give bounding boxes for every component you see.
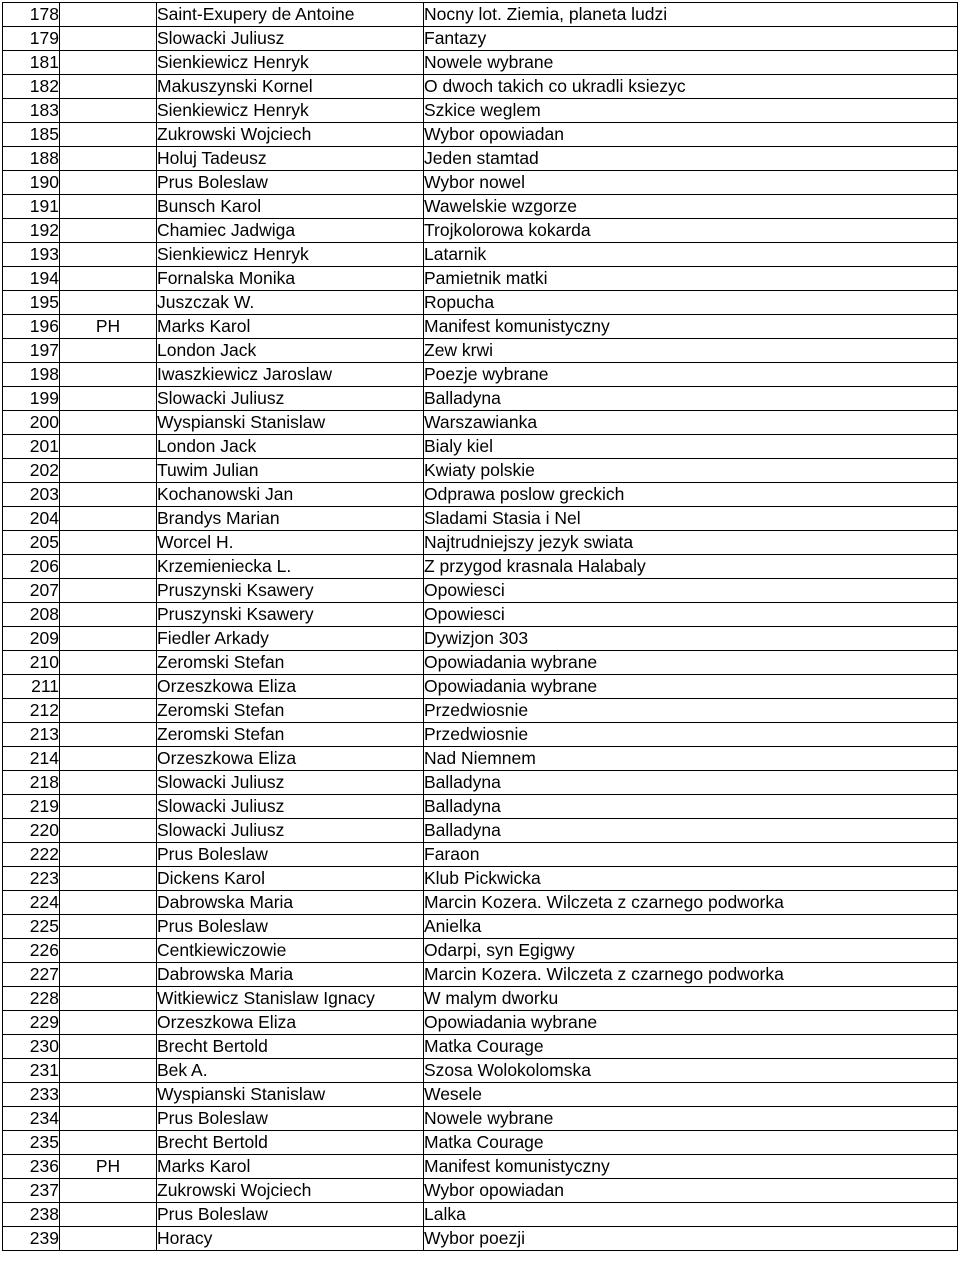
author-cell: Prus Boleslaw	[157, 1107, 424, 1131]
row-tag-cell: PH	[60, 315, 157, 339]
row-number-cell: 200	[3, 411, 60, 435]
table-row	[3, 99, 958, 123]
table-row	[3, 723, 958, 747]
row-number-cell: 205	[3, 531, 60, 555]
author-cell: Zukrowski Wojciech	[157, 1179, 424, 1203]
author-cell: Prus Boleslaw	[157, 171, 424, 195]
row-number-cell: 190	[3, 171, 60, 195]
row-number-cell: 212	[3, 699, 60, 723]
table-body	[3, 3, 958, 1251]
author-cell: Chamiec Jadwiga	[157, 219, 424, 243]
title-cell: Balladyna	[424, 387, 958, 411]
author-cell: Prus Boleslaw	[157, 915, 424, 939]
row-tag-cell	[60, 699, 157, 723]
row-number-cell: 208	[3, 603, 60, 627]
title-cell: Opowiadania wybrane	[424, 675, 958, 699]
title-cell: Bialy kiel	[424, 435, 958, 459]
table-row	[3, 459, 958, 483]
row-number-cell: 183	[3, 99, 60, 123]
row-tag-cell	[60, 579, 157, 603]
row-number-cell: 198	[3, 363, 60, 387]
author-cell: Marks Karol	[157, 315, 424, 339]
row-number-cell: 178	[3, 3, 60, 27]
row-tag-cell	[60, 915, 157, 939]
author-cell: Krzemieniecka L.	[157, 555, 424, 579]
table-row	[3, 1227, 958, 1251]
row-tag-cell	[60, 723, 157, 747]
title-cell: Pamietnik matki	[424, 267, 958, 291]
table-row	[3, 963, 958, 987]
author-cell: Brecht Bertold	[157, 1131, 424, 1155]
title-cell: Manifest komunistyczny	[424, 315, 958, 339]
title-cell: Szkice weglem	[424, 99, 958, 123]
table-row	[3, 987, 958, 1011]
row-number-cell: 204	[3, 507, 60, 531]
author-cell: Orzeszkowa Eliza	[157, 1011, 424, 1035]
table-row	[3, 411, 958, 435]
row-tag-cell	[60, 75, 157, 99]
row-number-cell: 202	[3, 459, 60, 483]
author-cell: Orzeszkowa Eliza	[157, 675, 424, 699]
table-row	[3, 1083, 958, 1107]
row-tag-cell	[60, 51, 157, 75]
table-row	[3, 1011, 958, 1035]
row-number-cell: 201	[3, 435, 60, 459]
row-number-cell: 197	[3, 339, 60, 363]
title-cell: O dwoch takich co ukradli ksiezyc	[424, 75, 958, 99]
title-cell: Wybor nowel	[424, 171, 958, 195]
row-tag-cell	[60, 219, 157, 243]
row-tag-cell	[60, 291, 157, 315]
table-row	[3, 699, 958, 723]
row-tag-cell	[60, 987, 157, 1011]
author-cell: Sienkiewicz Henryk	[157, 51, 424, 75]
author-cell: Makuszynski Kornel	[157, 75, 424, 99]
author-cell: Brandys Marian	[157, 507, 424, 531]
row-tag-cell	[60, 819, 157, 843]
author-cell: Kochanowski Jan	[157, 483, 424, 507]
title-cell: Manifest komunistyczny	[424, 1155, 958, 1179]
row-number-cell: 228	[3, 987, 60, 1011]
author-cell: Zeromski Stefan	[157, 723, 424, 747]
table-row	[3, 435, 958, 459]
title-cell: Przedwiosnie	[424, 723, 958, 747]
row-tag-cell	[60, 603, 157, 627]
title-cell: Matka Courage	[424, 1035, 958, 1059]
title-cell: Trojkolorowa kokarda	[424, 219, 958, 243]
row-tag-cell	[60, 939, 157, 963]
row-number-cell: 207	[3, 579, 60, 603]
table-row	[3, 363, 958, 387]
title-cell: Wawelskie wzgorze	[424, 195, 958, 219]
table-row	[3, 291, 958, 315]
table-row	[3, 171, 958, 195]
row-tag-cell: PH	[60, 1155, 157, 1179]
table-row	[3, 1035, 958, 1059]
table-row	[3, 219, 958, 243]
table-row	[3, 1179, 958, 1203]
author-cell: Pruszynski Ksawery	[157, 579, 424, 603]
title-cell: Balladyna	[424, 819, 958, 843]
row-tag-cell	[60, 843, 157, 867]
row-tag-cell	[60, 1011, 157, 1035]
table-row	[3, 867, 958, 891]
title-cell: Fantazy	[424, 27, 958, 51]
row-tag-cell	[60, 27, 157, 51]
author-cell: Slowacki Juliusz	[157, 387, 424, 411]
title-cell: Opowiesci	[424, 603, 958, 627]
row-tag-cell	[60, 1131, 157, 1155]
row-number-cell: 185	[3, 123, 60, 147]
author-cell: Bunsch Karol	[157, 195, 424, 219]
row-tag-cell	[60, 411, 157, 435]
author-cell: Brecht Bertold	[157, 1035, 424, 1059]
table-row	[3, 507, 958, 531]
title-cell: Latarnik	[424, 243, 958, 267]
table-row	[3, 531, 958, 555]
table-row	[3, 123, 958, 147]
author-cell: Prus Boleslaw	[157, 1203, 424, 1227]
row-tag-cell	[60, 195, 157, 219]
row-tag-cell	[60, 555, 157, 579]
row-number-cell: 237	[3, 1179, 60, 1203]
row-number-cell: 235	[3, 1131, 60, 1155]
row-number-cell: 229	[3, 1011, 60, 1035]
author-cell: Prus Boleslaw	[157, 843, 424, 867]
author-cell: Iwaszkiewicz Jaroslaw	[157, 363, 424, 387]
author-cell: Pruszynski Ksawery	[157, 603, 424, 627]
author-cell: Dabrowska Maria	[157, 891, 424, 915]
row-number-cell: 203	[3, 483, 60, 507]
table-row	[3, 843, 958, 867]
author-cell: Witkiewicz Stanislaw Ignacy	[157, 987, 424, 1011]
row-number-cell: 195	[3, 291, 60, 315]
row-number-cell: 196	[3, 315, 60, 339]
table-row	[3, 483, 958, 507]
row-tag-cell	[60, 507, 157, 531]
table-row	[3, 891, 958, 915]
row-number-cell: 223	[3, 867, 60, 891]
row-tag-cell	[60, 1203, 157, 1227]
table-row	[3, 387, 958, 411]
table-row	[3, 51, 958, 75]
title-cell: Dywizjon 303	[424, 627, 958, 651]
table-row	[3, 315, 958, 339]
title-cell: Najtrudniejszy jezyk swiata	[424, 531, 958, 555]
author-cell: Zukrowski Wojciech	[157, 123, 424, 147]
title-cell: Poezje wybrane	[424, 363, 958, 387]
title-cell: Warszawianka	[424, 411, 958, 435]
row-number-cell: 182	[3, 75, 60, 99]
author-cell: Sienkiewicz Henryk	[157, 99, 424, 123]
row-tag-cell	[60, 459, 157, 483]
row-tag-cell	[60, 267, 157, 291]
row-number-cell: 211	[3, 675, 60, 699]
row-tag-cell	[60, 1059, 157, 1083]
author-cell: Worcel H.	[157, 531, 424, 555]
title-cell: Z przygod krasnala Halabaly	[424, 555, 958, 579]
title-cell: Odarpi, syn Egigwy	[424, 939, 958, 963]
row-tag-cell	[60, 435, 157, 459]
title-cell: Nad Niemnem	[424, 747, 958, 771]
title-cell: Anielka	[424, 915, 958, 939]
title-cell: Marcin Kozera. Wilczeta z czarnego podworka	[424, 891, 958, 915]
row-tag-cell	[60, 1083, 157, 1107]
author-cell: Dickens Karol	[157, 867, 424, 891]
title-cell: Balladyna	[424, 795, 958, 819]
row-tag-cell	[60, 1227, 157, 1251]
title-cell: Szosa Wolokolomska	[424, 1059, 958, 1083]
table-row	[3, 555, 958, 579]
row-number-cell: 213	[3, 723, 60, 747]
title-cell: Nocny lot. Ziemia, planeta ludzi	[424, 3, 958, 27]
author-cell: Slowacki Juliusz	[157, 795, 424, 819]
row-number-cell: 225	[3, 915, 60, 939]
table-row	[3, 579, 958, 603]
author-cell: London Jack	[157, 339, 424, 363]
row-tag-cell	[60, 123, 157, 147]
row-tag-cell	[60, 171, 157, 195]
row-number-cell: 214	[3, 747, 60, 771]
author-cell: Fiedler Arkady	[157, 627, 424, 651]
table-row	[3, 627, 958, 651]
row-number-cell: 234	[3, 1107, 60, 1131]
author-cell: Wyspianski Stanislaw	[157, 411, 424, 435]
title-cell: Sladami Stasia i Nel	[424, 507, 958, 531]
row-tag-cell	[60, 891, 157, 915]
table-row	[3, 819, 958, 843]
table-row	[3, 771, 958, 795]
table-row	[3, 3, 958, 27]
title-cell: Wybor poezji	[424, 1227, 958, 1251]
title-cell: Opowiesci	[424, 579, 958, 603]
row-number-cell: 239	[3, 1227, 60, 1251]
row-tag-cell	[60, 795, 157, 819]
title-cell: Opowiadania wybrane	[424, 651, 958, 675]
row-tag-cell	[60, 675, 157, 699]
title-cell: W malym dworku	[424, 987, 958, 1011]
row-tag-cell	[60, 243, 157, 267]
author-cell: Slowacki Juliusz	[157, 27, 424, 51]
author-cell: London Jack	[157, 435, 424, 459]
row-number-cell: 236	[3, 1155, 60, 1179]
author-cell: Dabrowska Maria	[157, 963, 424, 987]
row-number-cell: 181	[3, 51, 60, 75]
row-number-cell: 179	[3, 27, 60, 51]
row-number-cell: 199	[3, 387, 60, 411]
title-cell: Opowiadania wybrane	[424, 1011, 958, 1035]
title-cell: Przedwiosnie	[424, 699, 958, 723]
table-row	[3, 939, 958, 963]
title-cell: Wesele	[424, 1083, 958, 1107]
row-number-cell: 238	[3, 1203, 60, 1227]
row-number-cell: 210	[3, 651, 60, 675]
title-cell: Faraon	[424, 843, 958, 867]
table-row	[3, 1203, 958, 1227]
table-row	[3, 1155, 958, 1179]
row-tag-cell	[60, 1107, 157, 1131]
author-cell: Saint-Exupery de Antoine	[157, 3, 424, 27]
title-cell: Nowele wybrane	[424, 51, 958, 75]
author-cell: Horacy	[157, 1227, 424, 1251]
author-cell: Zeromski Stefan	[157, 651, 424, 675]
row-number-cell: 192	[3, 219, 60, 243]
table-row	[3, 1131, 958, 1155]
table-row	[3, 75, 958, 99]
table-row	[3, 915, 958, 939]
row-tag-cell	[60, 363, 157, 387]
title-cell: Wybor opowiadan	[424, 123, 958, 147]
author-cell: Orzeszkowa Eliza	[157, 747, 424, 771]
table-row	[3, 195, 958, 219]
row-number-cell: 209	[3, 627, 60, 651]
row-tag-cell	[60, 651, 157, 675]
title-cell: Nowele wybrane	[424, 1107, 958, 1131]
table-row	[3, 795, 958, 819]
title-cell: Ropucha	[424, 291, 958, 315]
author-cell: Juszczak W.	[157, 291, 424, 315]
table-row	[3, 651, 958, 675]
row-number-cell: 224	[3, 891, 60, 915]
row-tag-cell	[60, 3, 157, 27]
title-cell: Lalka	[424, 1203, 958, 1227]
row-number-cell: 220	[3, 819, 60, 843]
row-tag-cell	[60, 339, 157, 363]
table-row	[3, 747, 958, 771]
row-tag-cell	[60, 867, 157, 891]
table-row	[3, 243, 958, 267]
title-cell: Zew krwi	[424, 339, 958, 363]
table-row	[3, 1059, 958, 1083]
table-row	[3, 147, 958, 171]
row-number-cell: 227	[3, 963, 60, 987]
row-tag-cell	[60, 387, 157, 411]
row-tag-cell	[60, 1035, 157, 1059]
title-cell: Balladyna	[424, 771, 958, 795]
title-cell: Matka Courage	[424, 1131, 958, 1155]
row-tag-cell	[60, 99, 157, 123]
author-cell: Sienkiewicz Henryk	[157, 243, 424, 267]
row-tag-cell	[60, 771, 157, 795]
table-row	[3, 603, 958, 627]
row-number-cell: 218	[3, 771, 60, 795]
author-cell: Fornalska Monika	[157, 267, 424, 291]
row-number-cell: 231	[3, 1059, 60, 1083]
row-tag-cell	[60, 531, 157, 555]
author-cell: Wyspianski Stanislaw	[157, 1083, 424, 1107]
author-cell: Bek A.	[157, 1059, 424, 1083]
title-cell: Wybor opowiadan	[424, 1179, 958, 1203]
title-cell: Kwiaty polskie	[424, 459, 958, 483]
title-cell: Klub Pickwicka	[424, 867, 958, 891]
table-row	[3, 675, 958, 699]
row-number-cell: 191	[3, 195, 60, 219]
row-tag-cell	[60, 483, 157, 507]
row-number-cell: 222	[3, 843, 60, 867]
title-cell: Jeden stamtad	[424, 147, 958, 171]
book-list-table	[2, 2, 958, 1251]
row-number-cell: 226	[3, 939, 60, 963]
row-number-cell: 194	[3, 267, 60, 291]
author-cell: Slowacki Juliusz	[157, 819, 424, 843]
author-cell: Centkiewiczowie	[157, 939, 424, 963]
author-cell: Holuj Tadeusz	[157, 147, 424, 171]
row-tag-cell	[60, 963, 157, 987]
row-tag-cell	[60, 1179, 157, 1203]
table-row	[3, 267, 958, 291]
row-number-cell: 219	[3, 795, 60, 819]
author-cell: Slowacki Juliusz	[157, 771, 424, 795]
row-tag-cell	[60, 747, 157, 771]
row-tag-cell	[60, 627, 157, 651]
row-number-cell: 193	[3, 243, 60, 267]
author-cell: Marks Karol	[157, 1155, 424, 1179]
table-row	[3, 339, 958, 363]
row-number-cell: 233	[3, 1083, 60, 1107]
row-number-cell: 206	[3, 555, 60, 579]
title-cell: Odprawa poslow greckich	[424, 483, 958, 507]
table-row	[3, 27, 958, 51]
row-number-cell: 230	[3, 1035, 60, 1059]
table-row	[3, 1107, 958, 1131]
author-cell: Zeromski Stefan	[157, 699, 424, 723]
title-cell: Marcin Kozera. Wilczeta z czarnego podworka	[424, 963, 958, 987]
row-number-cell: 188	[3, 147, 60, 171]
row-tag-cell	[60, 147, 157, 171]
author-cell: Tuwim Julian	[157, 459, 424, 483]
